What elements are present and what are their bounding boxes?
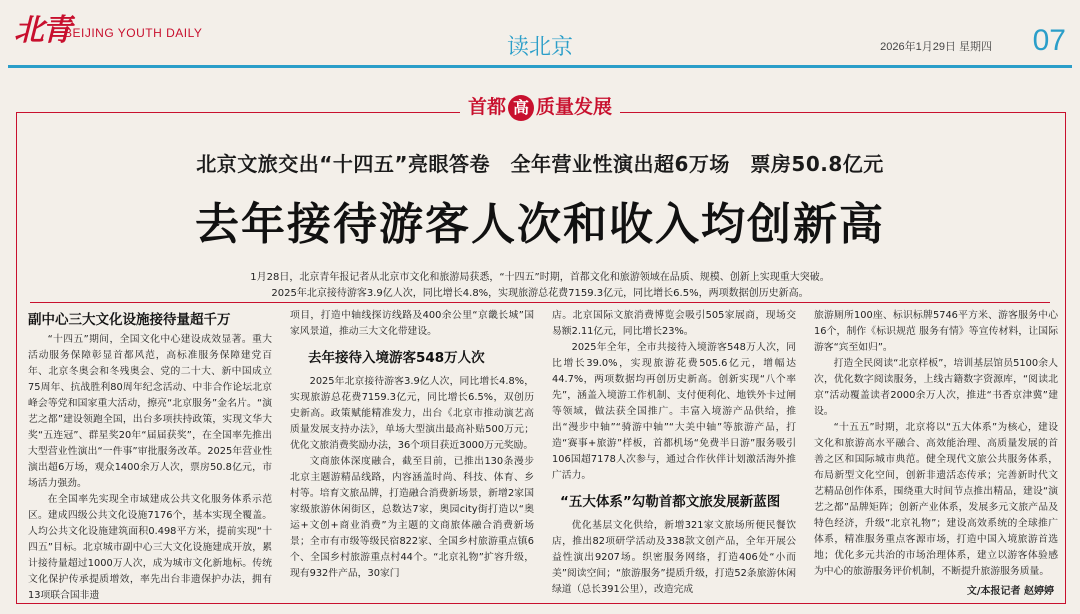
lead-paragraph-2: 2025年北京接待游客3.9亿人次，同比增长4.8%，实现旅游总花费7159.3亿元，同比增长6.5%，两项数据创历史新高。 — [271, 288, 809, 299]
body-paragraph: 店。北京国际文旅消费博览会吸引505家展商，现场交易额2.11亿元，同比增长23%。 — [552, 310, 796, 337]
banner-prefix: 首都 — [467, 96, 506, 118]
banner-suffix: 质量发展 — [536, 96, 613, 118]
body-paragraph: 打造全民阅读“北京样板”，培训基层馆员5100余人次，优化数字阅读服务，上线古籍数字资源库，“阅读北京”活动覆盖读者2000余万人次，推进“书香京津冀”建设。 — [814, 358, 1058, 417]
author-byline: 文/本报记者 赵婷婷 — [966, 586, 1054, 597]
section-title: 读北京 — [506, 35, 573, 60]
issue-date: 2026年1月29日 星期四 — [880, 41, 992, 53]
article-column-4 — [814, 308, 1058, 580]
body-paragraph: 旅游厕所100座、标识标牌5746平方米、游客服务中心16个，制作《标识规范 服务有情》等宣传材料，让国际游客“宾至如归”。 — [814, 310, 1058, 353]
newspaper-logo: 北青 — [14, 13, 70, 48]
body-paragraph: “十五五”时期，北京将以“五大体系”为核心，建设文化和旅游高水平融合、高效能治理、高质量发展的首善之区和国际城市典范。健全现代文旅公共服务体系，布局新型文化空间，创新非遗活态传承；完善新时代文艺精品创作体系，围绕重大时间节点推出精品，建设“演艺之都”品牌矩阵；创新产业体系，发展多元文旅产品及特色经济，升级“北京礼物”；建设高效系统的全球推广体系，精准服务重点客源市场，打造中国入境旅游首选地；优化多元共治的市场治理体系，建立以游客体验感为中心的旅游服务评价机制，不断提升旅游服务质量。 — [814, 422, 1058, 577]
body-paragraph: 2025年全年，全市共接待入境游客548万人次，同比增长39.0%，实现旅游花费505.6亿元，增幅达44.7%，两项数据均再创历史新高。创新实现“八个率先”，涵盖入境游工作机制、支付便利化、地铁外卡过闸等领域，做法获全国推广。丰富入境游产品供给，推出“漫步中轴”“骑游中轴”“大美中轴”等旅游产品，打造“赛事+旅游”样板，首都机场“免费半日游”服务吸引106国超7178人次参与，通过合作伙伴计划激活海外推广活力。 — [552, 342, 796, 481]
article-headline: 去年接待游客人次和收入均创新高 — [195, 199, 885, 250]
article-column-3 — [552, 308, 796, 598]
masthead — [0, 0, 1080, 58]
body-paragraph: 在全国率先实现全市域建成公共文化服务体系示范区。建成四级公共文化设施7176个，基本实现全覆盖。人均公共文化设施建筑面积0.498平方米，提前实现“十四五”目标。北京城市副中心三大文化设施建成开放，累计接待量超过1000万人次，成为城市文化新地标。传统文化保护传承提质增效，率先出台非遗保护办法，拥有13项联合国非遗 — [28, 494, 272, 601]
article-subhead: 北京文旅交出“十四五”亮眼答卷 全年营业性演出超6万场 票房50.8亿元 — [196, 152, 884, 176]
page-number: 07 — [1032, 24, 1066, 57]
article-column-1 — [28, 308, 272, 604]
header-divider — [8, 65, 1072, 68]
body-paragraph: “十四五”期间，全国文化中心建设成效显著。重大活动服务保障彰显首都风范，高标准服务保障建党百年、北京冬奥会和冬残奥会、党的二十大、新中国成立75周年、抗战胜利80周年纪念活动、中非合作论坛北京峰会等党和国家重大活动，擦亮“北京服务”金名片。“演艺之都”建设领跑全国，出台多项扶持政策，实现文华大奖“五连冠”、群星奖20年“届届获奖”，在全国率先推出大型营业性演出“一件事”审批服务改革。2025年营业性演出超6万场，观众1400余万人次，票房50.8亿元，市场活力强劲。 — [28, 334, 272, 489]
body-paragraph: 2025年北京接待游客3.9亿人次，同比增长4.8%，实现旅游总花费7159.3亿元，同比增长6.5%，双创历史新高。政策赋能精准发力，出台《北京市推动演艺高质量发展支持办法》，单场大型演出最高补贴500万元；优化文旅消费奖励办法，36个项目获近3000万元奖励。 — [290, 376, 534, 451]
lead-paragraph-1: 1月28日，北京青年报记者从北京市文化和旅游局获悉，“十四五”时期，首都文化和旅游领域在品质、规模、创新上实现重大突破。 — [250, 272, 830, 283]
body-paragraph: 优化基层文化供给，新增321家文旅场所便民餐饮店，推出82项研学活动及338款文创产品，全年开展公益性演出9207场。织密服务网络，打造406处“小而美”阅读空间；“旅游服务”提质升级，打造52条旅游休闲绿道（总长391公里），改造完成 — [552, 520, 796, 595]
section-heading: “五大体系”勾勒首都文旅发展新蓝图 — [560, 494, 781, 510]
section-heading: 去年接待入境游客548万人次 — [308, 350, 485, 366]
body-paragraph: 文商旅体深度融合，截至目前，已推出130条漫步北京主题游精品线路，内容涵盖时尚、科技、体育、乡村等。培育文旅品牌，打造融合消费新场景，新增2家国家级旅游休闲街区，总数达7家，奥园city街打造以“奥运+文创+商业消费”为主题的文商旅体融合消费新场景；全市有市级等级民宿822家、全国乡村旅游重点镇6个、全国乡村旅游重点村44个。“北京礼物”扩容升级，现有932件产品，30家门 — [290, 456, 534, 579]
banner-circle-badge: 高 — [508, 95, 534, 121]
lead-divider — [30, 302, 1050, 303]
body-paragraph: 项目，打造中轴线探访线路及400余公里“京畿长城”国家风景道，推动三大文化带建设。 — [290, 310, 534, 337]
paper-name: BEIJING YOUTH DAILY — [64, 26, 203, 40]
article-column-2 — [290, 308, 534, 582]
section-heading: 副中心三大文化设施接待量超千万 — [28, 312, 231, 328]
column-banner — [0, 92, 1080, 121]
